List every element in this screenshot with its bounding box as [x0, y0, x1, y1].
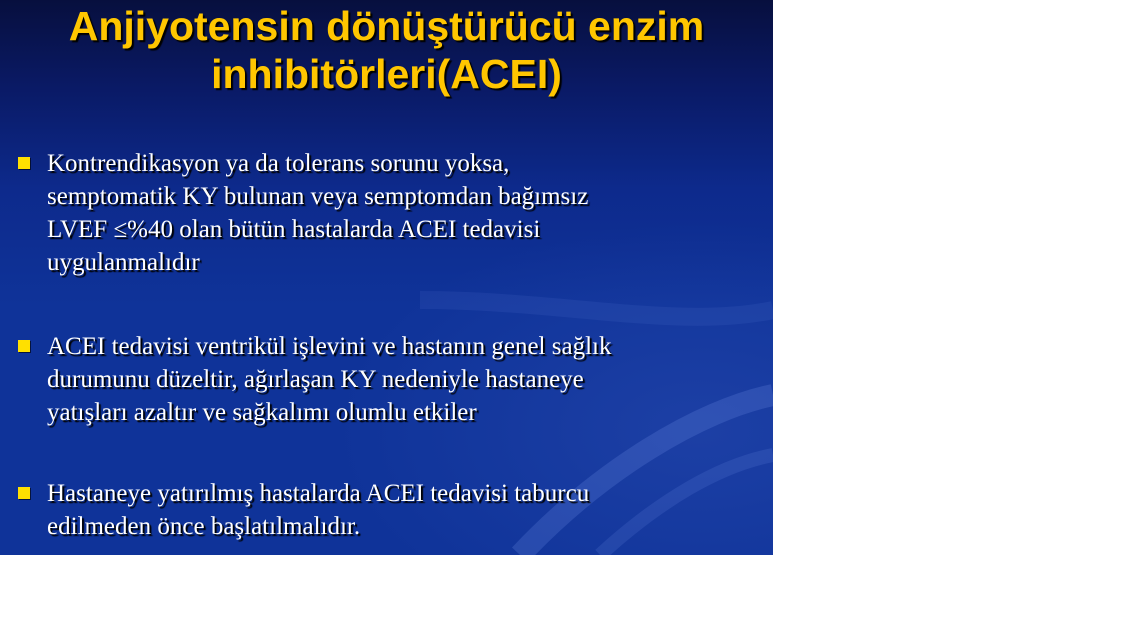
- slide-title-line: inhibitörleri(ACEI): [211, 51, 562, 97]
- bullet-line: LVEF ≤%40 olan bütün hastalarda ACEI tedavisi: [47, 216, 541, 243]
- square-bullet-icon: [18, 157, 30, 169]
- bullet-text: [47, 477, 747, 543]
- bullet-text: [47, 330, 747, 429]
- slide-title: [0, 2, 773, 98]
- bullet-line: durumunu düzeltir, ağırlaşan KY nedeniyle hastaneye: [47, 366, 584, 393]
- bullet-line: ACEI tedavisi ventrikül işlevini ve hastanın genel sağlık: [47, 333, 612, 360]
- bullet-text: [47, 147, 747, 279]
- bullet-line: yatışları azaltır ve sağkalımı olumlu etkiler: [47, 399, 477, 426]
- bullet-line: Hastaneye yatırılmış hastalarda ACEI tedavisi taburcu: [47, 480, 590, 507]
- bullet-line: edilmeden önce başlatılmalıdır.: [47, 513, 361, 540]
- slide-title-line: Anjiyotensin dönüştürücü enzim: [68, 3, 705, 49]
- bullet-line: Kontrendikasyon ya da tolerans sorunu yoksa,: [47, 150, 510, 177]
- square-bullet-icon: [18, 340, 30, 352]
- bullet-line: semptomatik KY bulunan veya semptomdan bağımsız: [47, 183, 589, 210]
- square-bullet-icon: [18, 487, 30, 499]
- bullet-line: uygulanmalıdır: [47, 249, 200, 276]
